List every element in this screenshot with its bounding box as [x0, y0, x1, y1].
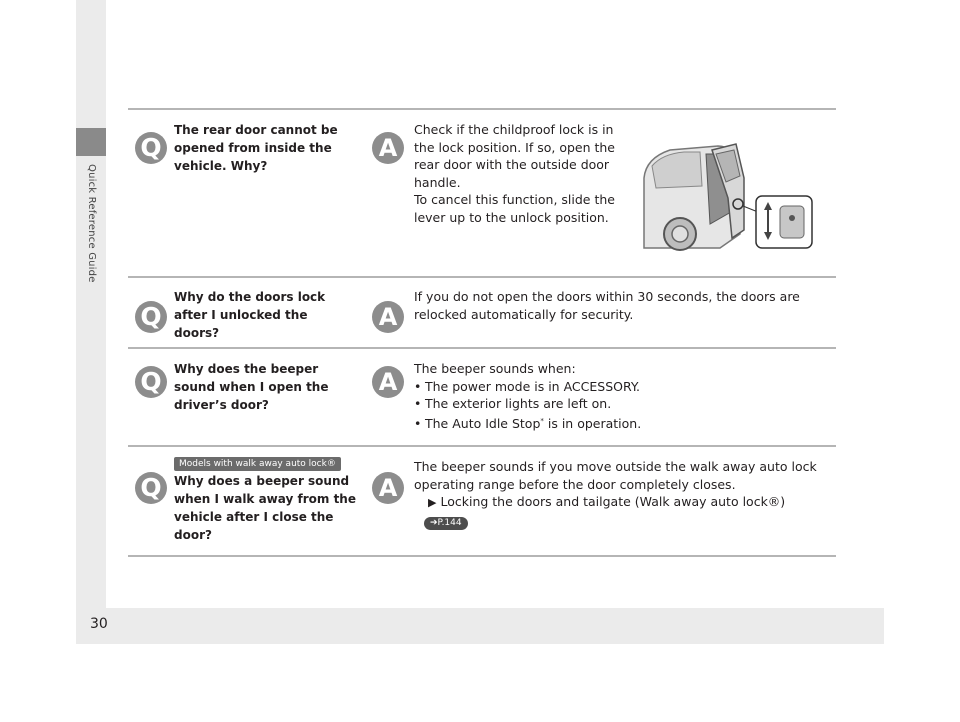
answer-icon: A	[372, 301, 404, 333]
answer-icon: A	[372, 132, 404, 164]
divider	[128, 347, 836, 349]
answer-text: The beeper sounds when: • The power mode is in ACCESSORY. • The exterior lights are left on. • The Auto Idle Stop* is in operation.	[414, 361, 642, 431]
answer-icon: A	[372, 472, 404, 504]
side-tab-bar	[76, 0, 106, 608]
question-text: The rear door cannot be opened from inside the vehicle. Why?	[174, 123, 338, 173]
divider	[128, 445, 836, 447]
question-icon: Q	[135, 301, 167, 333]
answer-text: The beeper sounds if you move outside the walk away auto lock operating range before the door completely closes. ▶ Locking the doors and tailgate (Walk away auto lock®) ➔P.144	[414, 459, 817, 528]
arrow-right-icon: ▶	[428, 496, 437, 509]
question-text: Why do the doors lock after I unlocked the doors?	[174, 290, 326, 340]
question-text: Why does a beeper sound when I walk away from the vehicle after I close the door?	[174, 474, 356, 542]
model-applicability-tag: Models with walk away auto lock®	[174, 457, 341, 471]
side-tab-marker	[76, 128, 106, 156]
answer-text: Check if the childproof lock is in the lock position. If so, open the rear door with the outside door handle. To cancel this function, slide the lever up to the unlock position.	[414, 122, 616, 225]
question-text: Why does the beeper sound when I open the driver’s door?	[174, 362, 329, 412]
childproof-lock-illustration	[640, 138, 816, 252]
arrow-right-icon: ➔	[430, 517, 438, 528]
divider	[128, 276, 836, 278]
section-label: Quick Reference Guide	[86, 164, 97, 283]
question-icon: Q	[135, 366, 167, 398]
bullet-item: • The Auto Idle Stop* is in operation.	[414, 415, 642, 431]
question-icon: Q	[135, 472, 167, 504]
bullet-item: • The exterior lights are left on.	[414, 396, 612, 411]
cross-reference-link[interactable]: ▶ Locking the doors and tailgate (Walk away auto lock®)	[428, 494, 786, 509]
page-footer	[76, 608, 884, 644]
divider	[128, 555, 836, 557]
divider	[128, 108, 836, 110]
answer-icon: A	[372, 366, 404, 398]
answer-text: If you do not open the doors within 30 seconds, the doors are relocked automatically for security.	[414, 289, 800, 322]
page-number: 30	[90, 616, 108, 632]
question-icon: Q	[135, 132, 167, 164]
bullet-item: • The power mode is in ACCESSORY.	[414, 378, 640, 394]
page-reference-button[interactable]: ➔P.144	[424, 517, 468, 530]
